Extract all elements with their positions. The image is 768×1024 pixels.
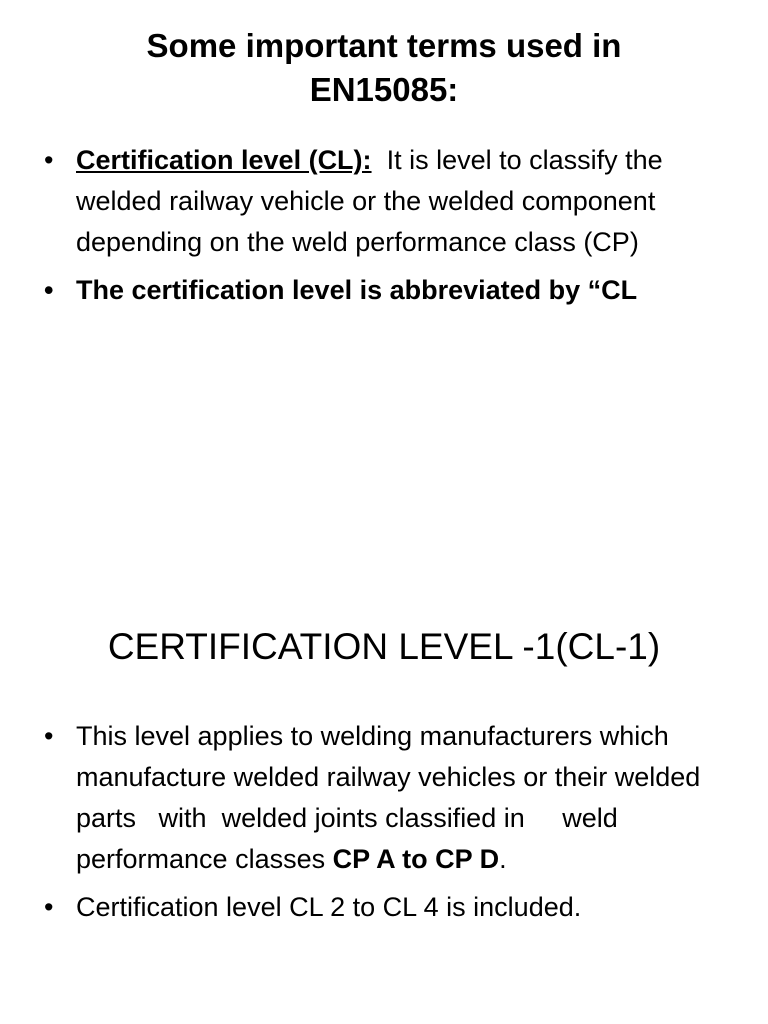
bullet-abbreviation [40, 270, 730, 311]
bullet-strong-range: CP A to CP D [332, 844, 500, 874]
bullet-text: The certification level is abbreviated by “CL [76, 275, 638, 305]
title-line-1: Some important terms used in [146, 27, 622, 64]
slide-title: CERTIFICATION LEVEL -1(CL-1) [107, 626, 661, 667]
bullet-cl-included [40, 887, 730, 928]
bullet-end: . [499, 844, 507, 874]
term-definition: It is level to classify the welded railway vehicle or the welded component depending on the weld performance class (CP) [76, 145, 663, 257]
bullet-icon: • [44, 275, 54, 305]
title-line-2: EN15085: [309, 71, 459, 108]
term-label: Certification level (CL): [76, 145, 372, 175]
bullet-cl1-scope [40, 716, 730, 880]
bullet-text-part-b: with [158, 803, 207, 833]
bullet-list [40, 140, 730, 318]
bullet-certification-level-definition [40, 140, 730, 263]
slide-cl1 [0, 512, 768, 1024]
bullet-icon: • [44, 721, 54, 751]
bullet-text-part-a: This level applies to welding manufacturers which manufacture welded railway vehicles or their welded parts [76, 721, 701, 833]
bullet-text-part-c: welded joints classified in [221, 803, 525, 833]
bullet-icon: • [44, 145, 54, 175]
bullet-text-part-d: weld performance classes [76, 803, 618, 874]
slide-title [40, 24, 728, 112]
bullet-icon: • [44, 892, 54, 922]
bullet-list [40, 716, 730, 935]
bullet-text: Certification level CL 2 to CL 4 is included. [76, 892, 582, 922]
